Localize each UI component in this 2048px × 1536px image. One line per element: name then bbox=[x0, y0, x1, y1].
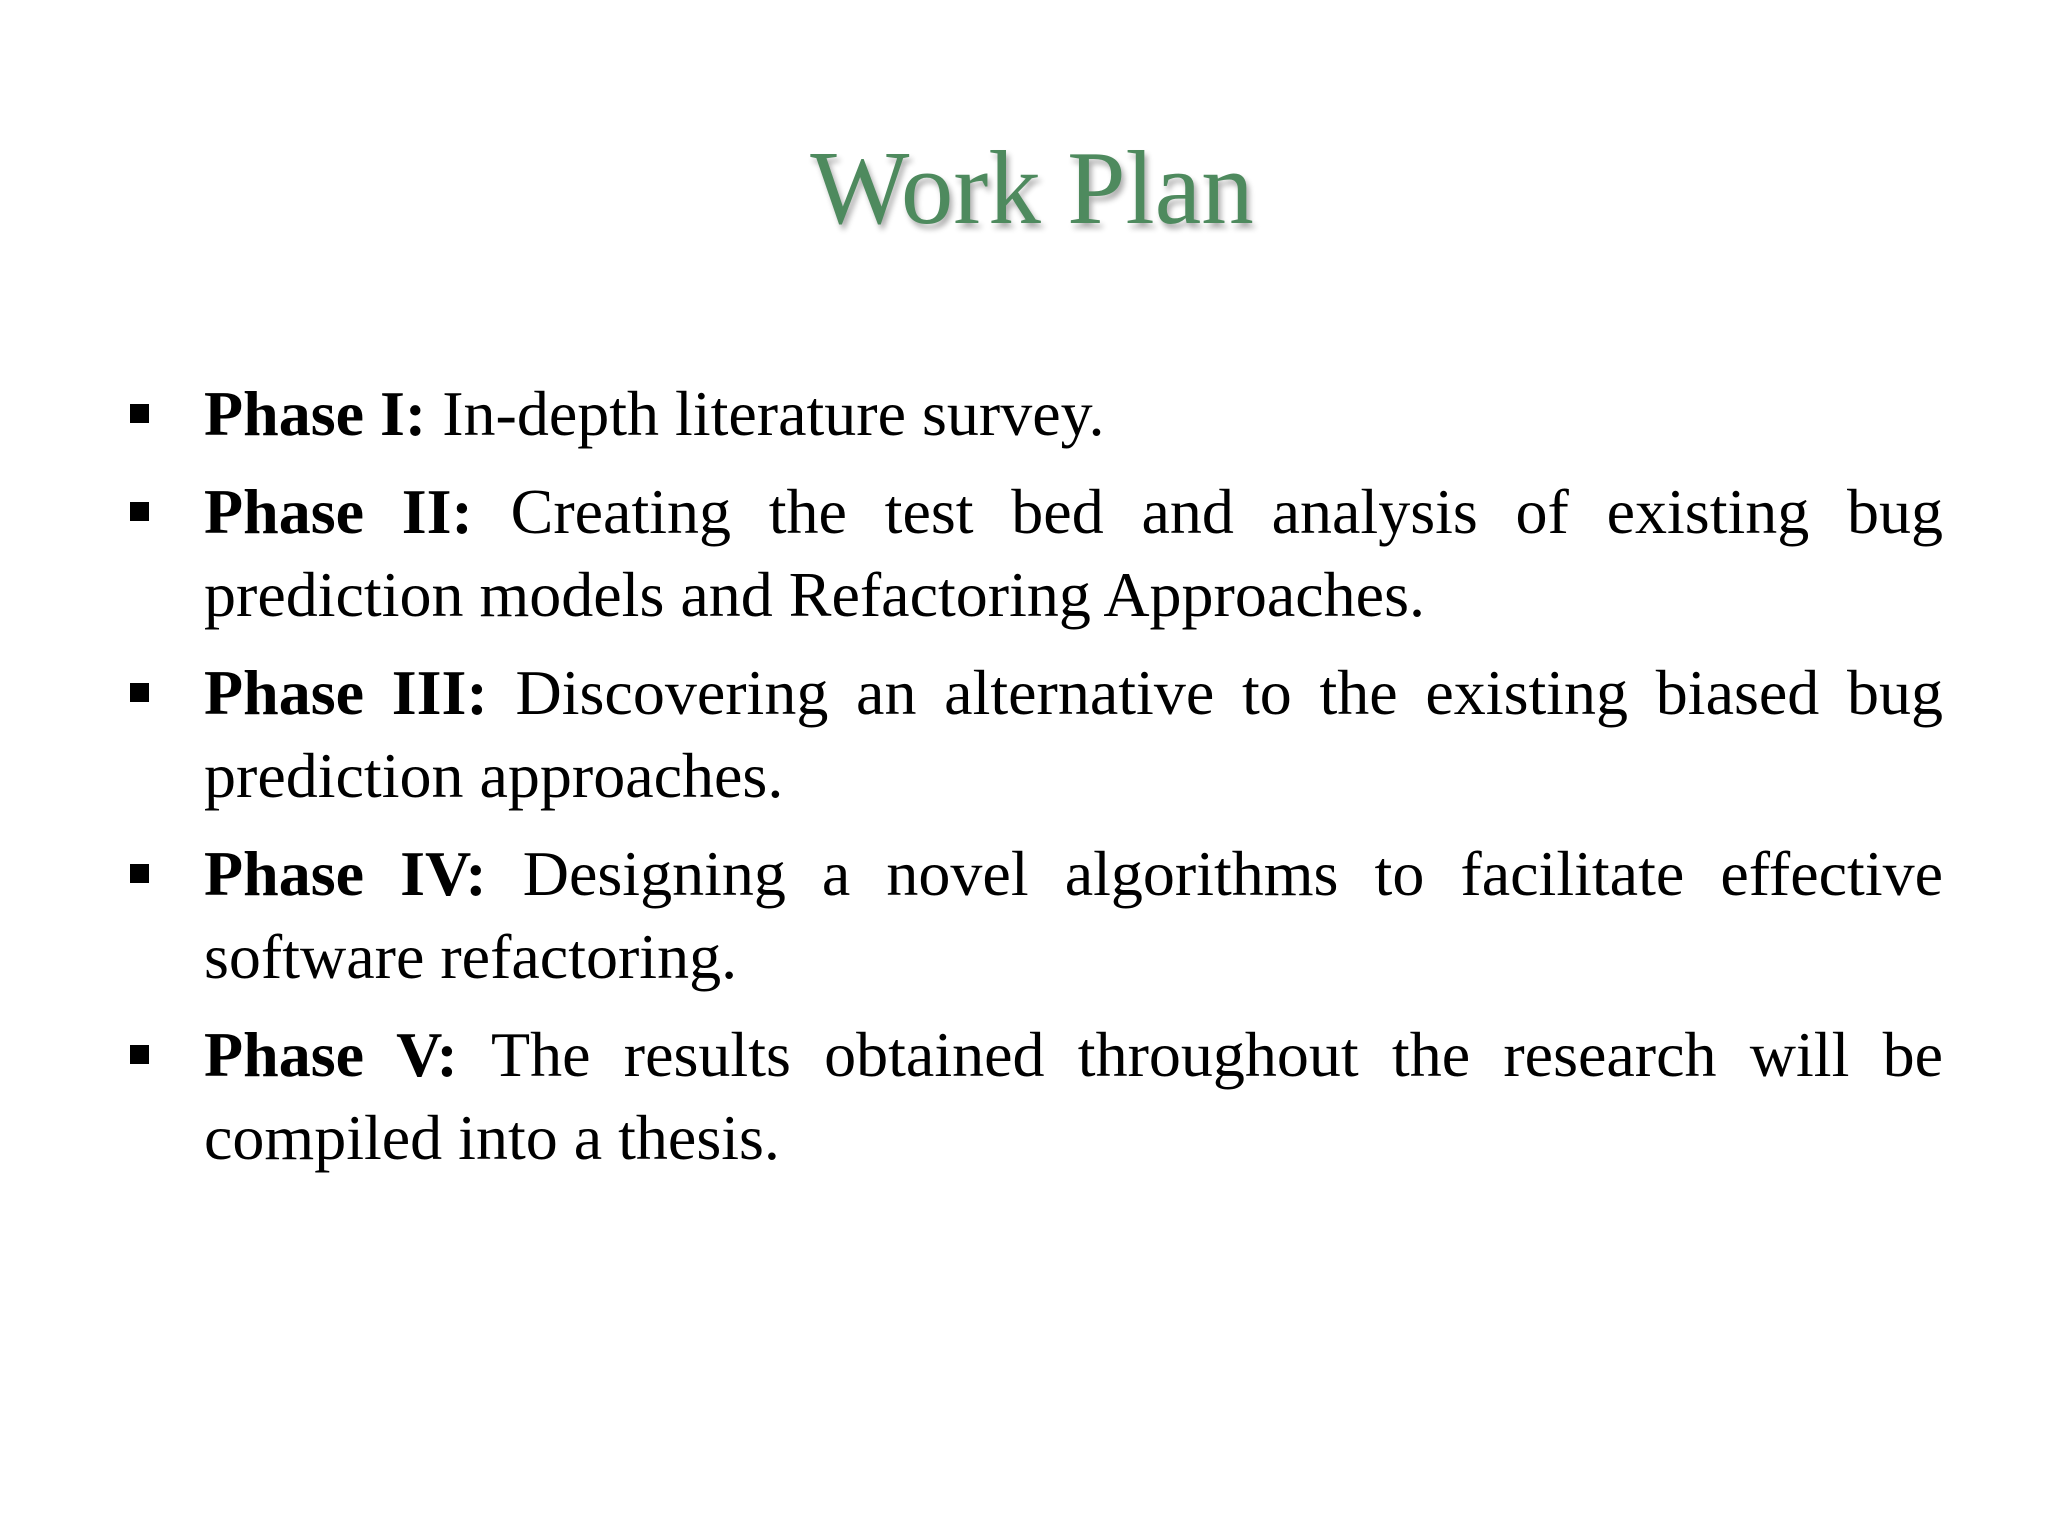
phase-description: Creating the test bed and analysis of existing bug prediction models and Refactoring Approaches. bbox=[204, 476, 1944, 630]
phase-item-2 bbox=[128, 470, 1943, 636]
phase-label: Phase III: bbox=[204, 657, 516, 728]
phase-list bbox=[128, 372, 1943, 1194]
phase-item-4 bbox=[128, 832, 1943, 998]
square-bullet-icon bbox=[130, 864, 149, 883]
square-bullet-icon bbox=[130, 502, 149, 521]
phase-label: Phase IV: bbox=[204, 838, 523, 909]
phase-label: Phase II: bbox=[204, 476, 511, 547]
slide-title: Work Plan bbox=[810, 129, 1254, 246]
phase-description: Designing a novel algorithms to facilitate effective software refactoring. bbox=[204, 838, 1944, 992]
phase-description: Discovering an alternative to the existing biased bug prediction approaches. bbox=[204, 657, 1944, 811]
phase-item-5 bbox=[128, 1013, 1943, 1179]
phase-item-1 bbox=[128, 372, 1943, 455]
phase-description: The results obtained throughout the research will be compiled into a thesis. bbox=[204, 1019, 1944, 1173]
square-bullet-icon bbox=[130, 1045, 149, 1064]
phase-item-3 bbox=[128, 651, 1943, 817]
phase-label: Phase I: bbox=[204, 378, 443, 449]
square-bullet-icon bbox=[130, 683, 149, 702]
square-bullet-icon bbox=[130, 404, 149, 423]
phase-label: Phase V: bbox=[204, 1019, 492, 1090]
phase-description: In-depth literature survey. bbox=[442, 378, 1105, 449]
